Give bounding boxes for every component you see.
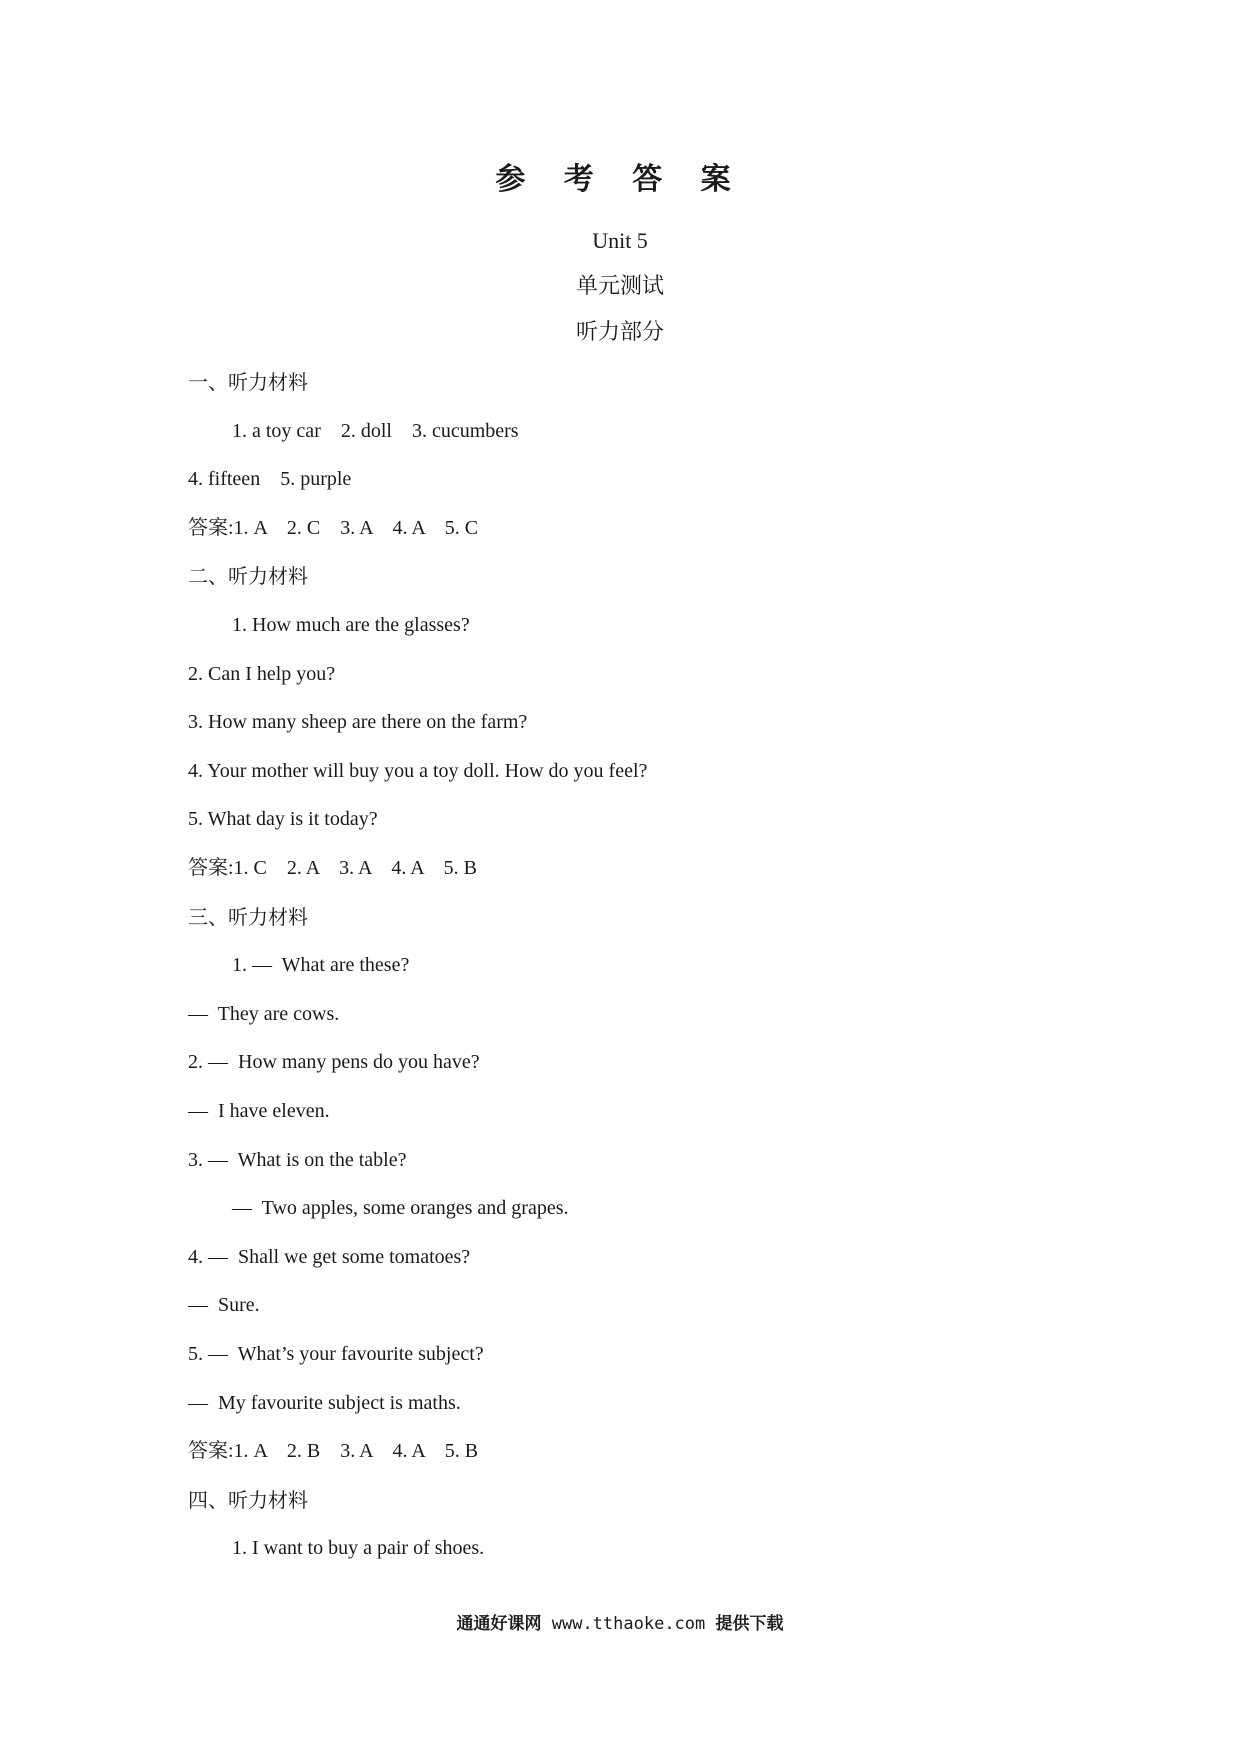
text-line: 4. Your mother will buy you a toy doll. How do you feel? [188,760,648,782]
text-line: — Sure. [188,1294,260,1316]
section-heading: 四、听力材料 [188,1488,308,1512]
page-title: 参 考 答 案 [495,162,745,197]
text-line: 3. How many sheep are there on the farm? [188,711,528,733]
section-heading: 三、听力材料 [188,905,308,929]
unit-label: Unit 5 [592,228,648,253]
text-line: 4. fifteen 5. purple [188,468,352,490]
text-line: 1. I want to buy a pair of shoes. [232,1537,485,1559]
text-line: 3. — What is on the table? [188,1149,407,1171]
footer [0,1612,1240,1636]
answer-line: 答案:1. C 2. A 3. A 4. A 5. B [188,857,477,879]
section-heading: 一、听力材料 [188,370,308,394]
footer-url: www.tthaoke.com [551,1614,706,1634]
text-line: — My favourite subject is maths. [188,1392,461,1414]
text-line: — They are cows. [188,1003,340,1025]
text-line: 1. — What are these? [232,954,410,976]
text-line: 1. How much are the glasses? [232,614,470,636]
text-line: 4. — Shall we get some tomatoes? [188,1246,471,1268]
text-line: 1. a toy car 2. doll 3. cucumbers [232,420,519,442]
text-line: 2. Can I help you? [188,663,336,685]
text-line: 5. What day is it today? [188,808,378,830]
answer-line: 答案:1. A 2. B 3. A 4. A 5. B [188,1440,479,1462]
text-line: 2. — How many pens do you have? [188,1051,480,1073]
section-label: 听力部分 [575,320,664,345]
text-line: 5. — What’s your favourite subject? [188,1343,484,1365]
answer-line: 答案:1. A 2. C 3. A 4. A 5. C [188,517,479,539]
text-line: — Two apples, some oranges and grapes. [232,1197,569,1219]
footer-site-name: 通通好课网 [456,1614,542,1634]
footer-suffix: 提供下载 [715,1614,784,1634]
section-heading: 二、听力材料 [188,564,308,588]
test-name: 单元测试 [575,274,664,299]
text-line: — I have eleven. [188,1100,330,1122]
